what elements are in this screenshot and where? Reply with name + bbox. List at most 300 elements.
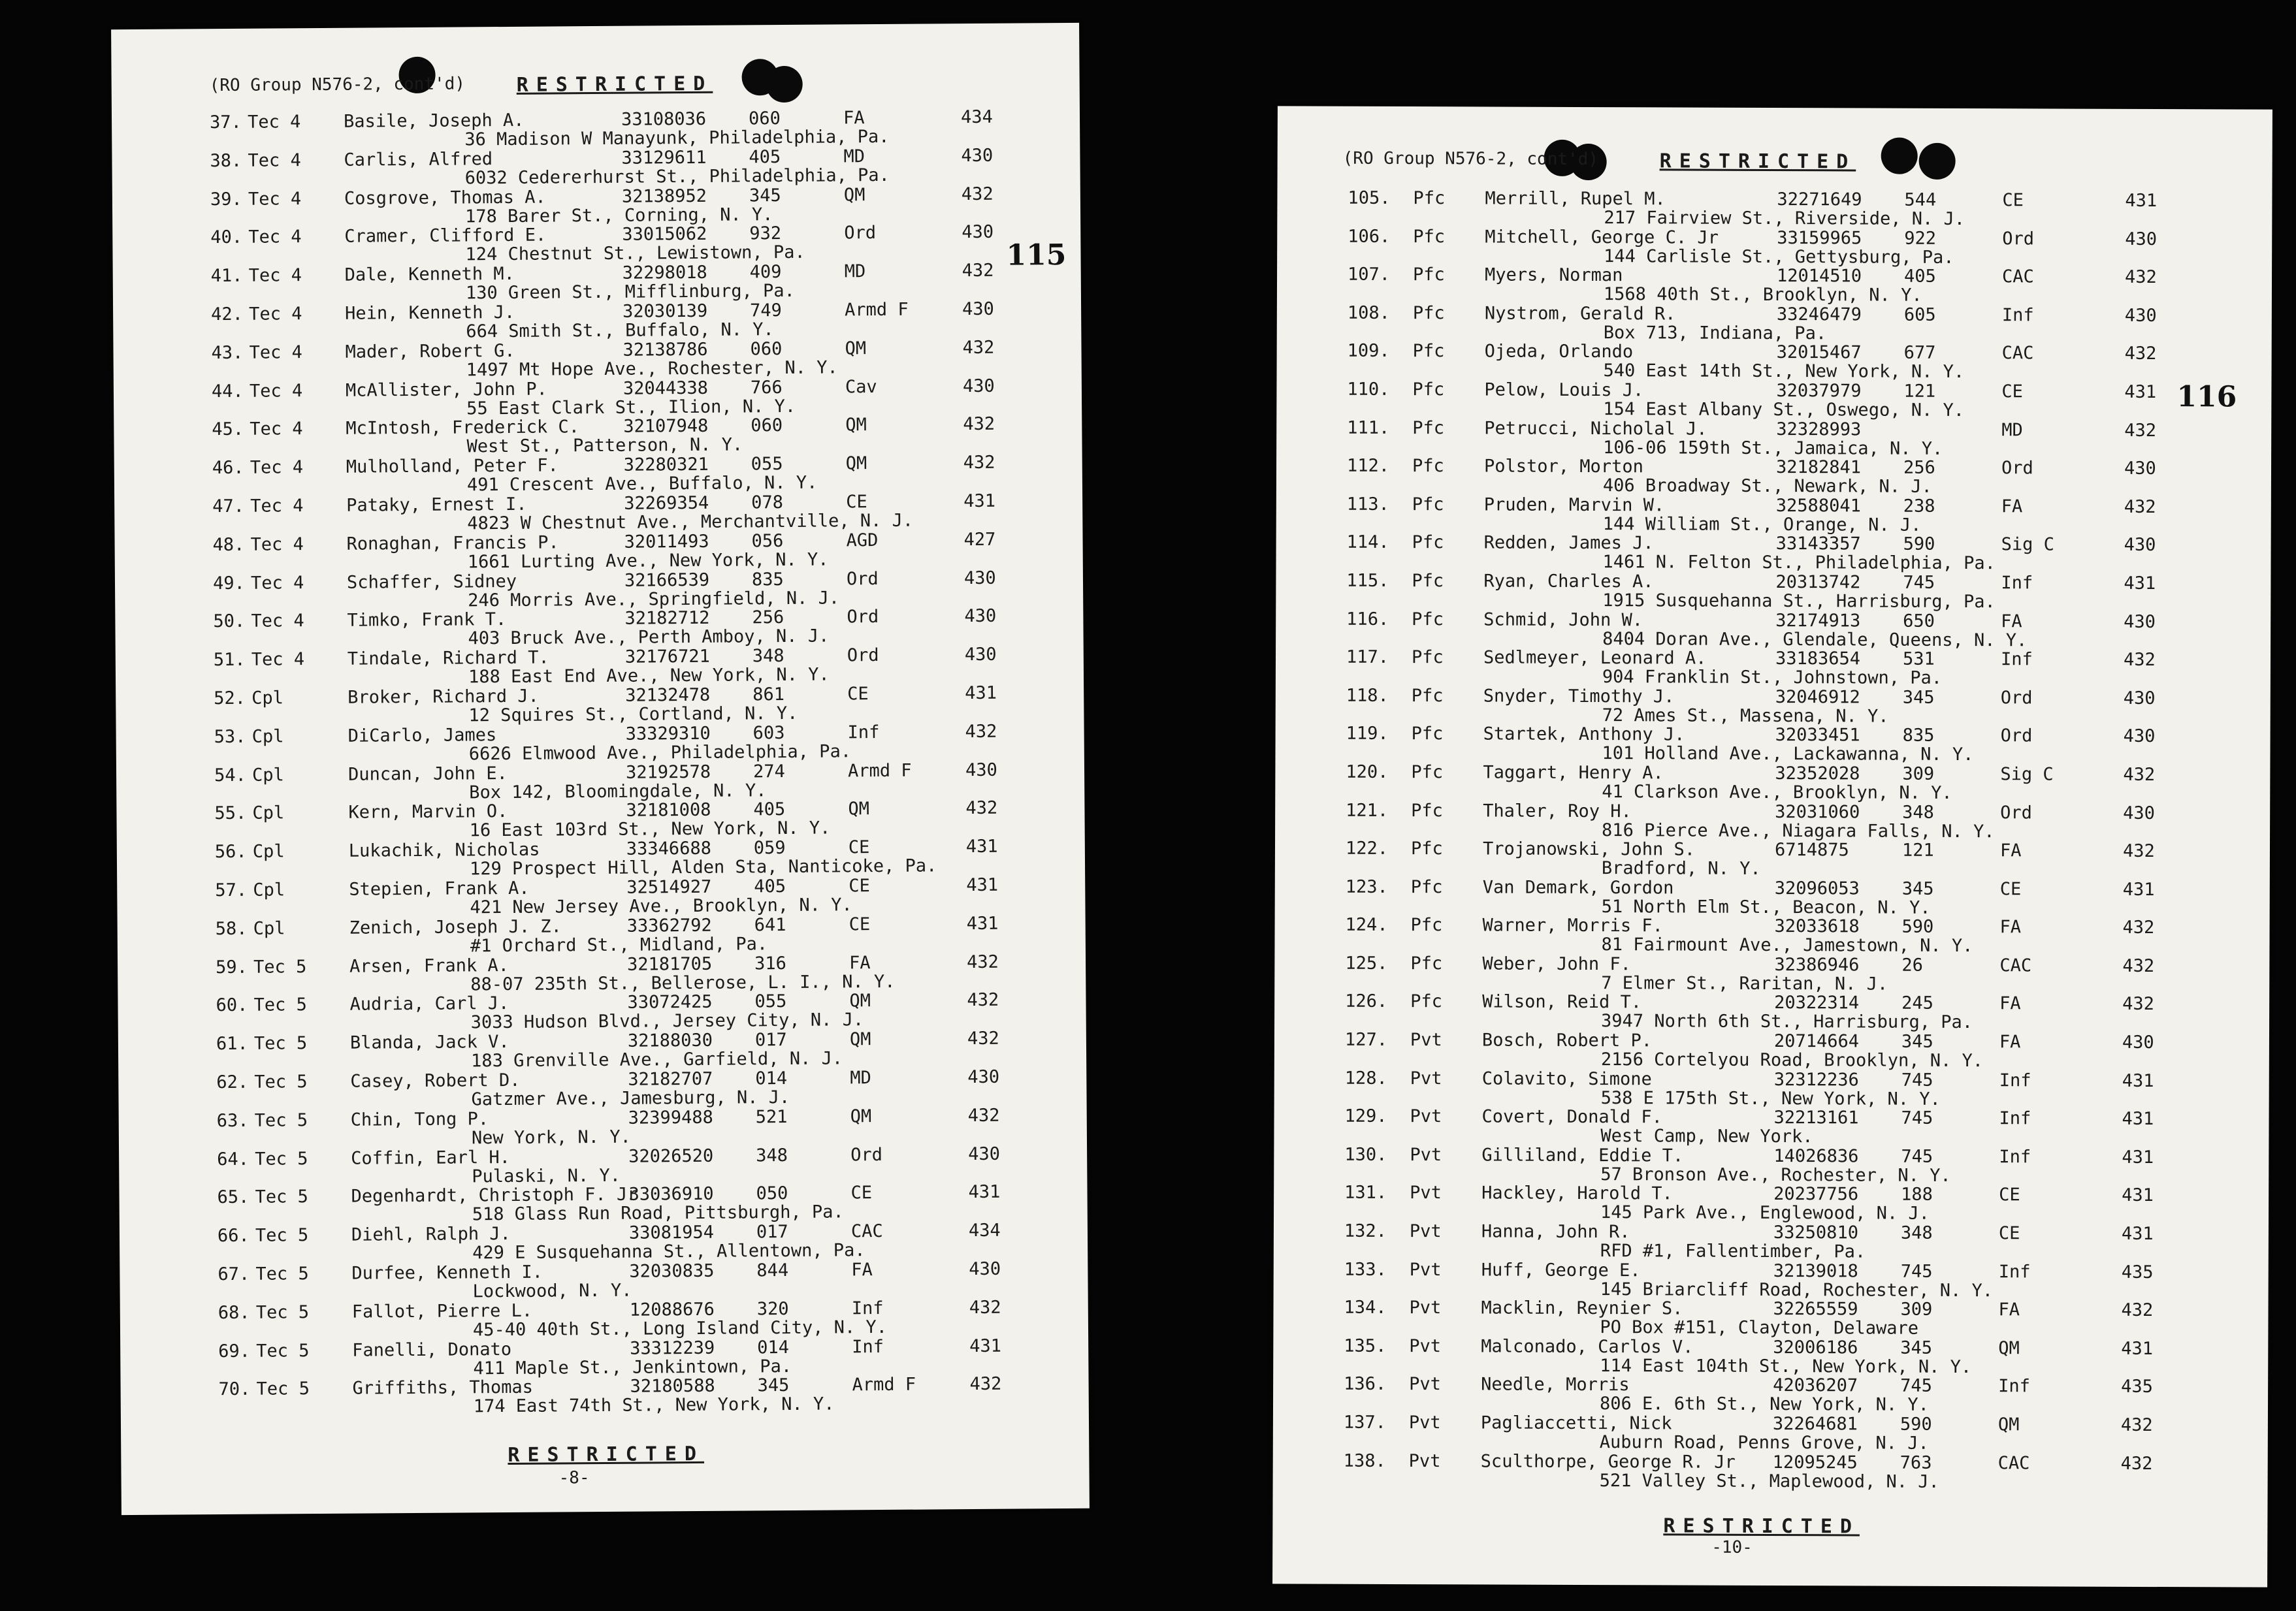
roster-name: Lukachik, Nicholas — [348, 839, 540, 861]
roster-arm: CE — [1998, 1223, 2020, 1244]
roster-name: Hein, Kenneth J. — [345, 302, 515, 324]
roster-arm: Ord — [2002, 228, 2035, 249]
roster-serial: 32182707 — [628, 1068, 713, 1090]
roster-name: Colavito, Simone — [1481, 1068, 1652, 1090]
roster-code: 345 — [749, 185, 781, 206]
roster-arm: AGD — [846, 530, 879, 551]
roster-grade: Pfc — [1412, 456, 1444, 477]
roster-name: Weber, John F. — [1482, 953, 1632, 975]
roster-unit: 431 — [2122, 1147, 2154, 1168]
roster-arm: CAC — [1999, 955, 2032, 976]
roster-grade: Tec 5 — [255, 1264, 309, 1284]
roster-num: 125. — [1345, 953, 1388, 974]
page-stamp-number: 115 — [1006, 238, 1067, 272]
roster-unit: 430 — [969, 1258, 1001, 1279]
roster-serial: 32280321 — [623, 455, 709, 475]
roster-name: Malconado, Carlos V. — [1481, 1336, 1694, 1358]
roster-num: 117. — [1346, 646, 1389, 668]
roster-unit: 432 — [963, 414, 995, 435]
roster-serial: 33081954 — [628, 1222, 715, 1243]
roster-address: 144 Carlisle St., Gettysburg, Pa. — [1604, 246, 1954, 268]
roster-row — [120, 1297, 1088, 1342]
roster-grade: Pvt — [1410, 1068, 1442, 1089]
roster-unit: 432 — [963, 452, 995, 473]
roster-list-right — [1273, 187, 2272, 1491]
roster-unit: 432 — [966, 951, 999, 972]
roster-name: Polstor, Morton — [1483, 456, 1643, 477]
roster-row — [112, 183, 1080, 228]
roster-code: 059 — [753, 838, 786, 859]
roster-unit: 431 — [2122, 1109, 2154, 1130]
roster-serial: 32030139 — [623, 300, 708, 322]
roster-code: 521 — [755, 1106, 788, 1128]
roster-row — [1273, 1335, 2268, 1377]
roster-unit: 432 — [969, 1374, 1002, 1395]
roster-num: 68. — [218, 1302, 250, 1323]
roster-address: 2156 Cortelyou Road, Brooklyn, N. Y. — [1600, 1049, 1984, 1072]
roster-row — [1276, 379, 2271, 421]
roster-code: 316 — [754, 953, 786, 974]
roster-name: Coffin, Earl H. — [351, 1147, 511, 1169]
roster-grade: Tec 4 — [247, 112, 301, 133]
roster-code: 017 — [754, 1030, 787, 1051]
roster-arm: FA — [1999, 993, 2021, 1014]
roster-address: New York, N. Y. — [471, 1126, 631, 1149]
roster-grade: Tec 4 — [250, 419, 303, 440]
roster-num: 119. — [1346, 724, 1389, 744]
roster-address: 114 East 104th St., New York, N. Y. — [1600, 1355, 1972, 1377]
roster-row — [112, 106, 1080, 152]
roster-arm: QM — [1997, 1414, 2020, 1435]
roster-arm: MD — [2001, 419, 2023, 440]
roster-page-left — [111, 23, 1090, 1515]
roster-serial: 42036207 — [1773, 1375, 1858, 1396]
roster-num: 124. — [1345, 914, 1388, 936]
roster-serial: 32015467 — [1776, 342, 1862, 363]
roster-serial: 32182712 — [624, 608, 710, 630]
roster-unit: 430 — [962, 298, 994, 320]
roster-code: 763 — [1900, 1452, 1932, 1473]
roster-name: Broker, Richard J. — [348, 686, 539, 708]
roster-code: 348 — [1902, 802, 1935, 823]
roster-unit: 430 — [961, 145, 994, 166]
roster-arm: Ord — [2000, 726, 2033, 746]
roster-serial: 32132478 — [625, 684, 711, 706]
roster-row — [121, 1373, 1089, 1418]
roster-name: Kern, Marvin O. — [348, 801, 508, 823]
roster-arm: FA — [1999, 917, 2022, 938]
roster-row — [116, 759, 1084, 804]
roster-address: 174 East 74th St., New York, N. Y. — [473, 1394, 835, 1417]
roster-grade: Tec 5 — [254, 1109, 308, 1131]
roster-grade: Pfc — [1410, 876, 1443, 897]
roster-grade: Tec 4 — [250, 572, 304, 594]
roster-unit: 432 — [2122, 994, 2154, 1015]
roster-address: 1915 Susquehanna St., Harrisburg, Pa. — [1602, 590, 1996, 613]
roster-unit: 430 — [967, 1066, 1000, 1088]
roster-row — [114, 452, 1082, 497]
roster-num: 38. — [210, 150, 242, 171]
roster-name: Nystrom, Gerald R. — [1484, 303, 1676, 325]
roster-address: 57 Bronson Ave., Rochester, N. Y. — [1600, 1164, 1951, 1186]
roster-arm: Ord — [846, 568, 879, 589]
roster-arm: Inf — [1999, 1070, 2031, 1091]
roster-code: 121 — [1901, 840, 1934, 861]
roster-row — [118, 1028, 1086, 1073]
roster-grade: Cpl — [251, 688, 284, 709]
roster-unit: 434 — [960, 106, 993, 128]
roster-row — [1275, 761, 2270, 803]
roster-serial: 33036910 — [628, 1184, 714, 1205]
roster-name: Cramer, Clifford E. — [344, 225, 547, 247]
restricted-marking-bottom: RESTRICTED — [1663, 1514, 1860, 1539]
roster-num: 122. — [1345, 838, 1389, 859]
roster-row — [1276, 456, 2271, 498]
roster-arm: FA — [843, 108, 865, 129]
roster-grade: Tec 4 — [250, 534, 304, 555]
roster-arm: Sig C — [2000, 764, 2054, 785]
roster-address: West St., Patterson, N. Y. — [466, 434, 743, 457]
roster-name: Durfee, Kenneth I. — [351, 1262, 543, 1284]
roster-code: 078 — [751, 492, 784, 513]
roster-serial: 32312236 — [1773, 1069, 1859, 1091]
roster-num: 66. — [217, 1225, 250, 1247]
roster-row — [114, 529, 1082, 574]
roster-name: Snyder, Timothy J. — [1483, 686, 1675, 707]
roster-grade: Tec 5 — [253, 995, 307, 1016]
roster-address: 429 E Susquehanna St., Allentown, Pa. — [472, 1240, 865, 1264]
roster-grade: Pvt — [1410, 1030, 1442, 1051]
roster-num: 67. — [218, 1264, 250, 1285]
roster-name: Merrill, Rupel M. — [1485, 188, 1666, 210]
roster-unit: 430 — [2123, 726, 2156, 747]
roster-serial: 32180588 — [630, 1376, 715, 1397]
roster-address: 411 Maple St., Jenkintown, Pa. — [473, 1356, 792, 1379]
roster-num: 121. — [1346, 800, 1389, 821]
roster-grade: Cpl — [253, 918, 285, 939]
roster-num: 111. — [1347, 417, 1390, 438]
roster-name: Stepien, Frank A. — [349, 878, 530, 900]
roster-code: 590 — [1900, 1414, 1932, 1435]
roster-address: 16 East 103rd St., New York, N. Y. — [469, 818, 831, 841]
roster-serial: 32213161 — [1773, 1108, 1859, 1128]
roster-unit: 430 — [962, 222, 994, 243]
roster-serial: 20714664 — [1773, 1031, 1860, 1052]
roster-row — [119, 1181, 1087, 1226]
roster-grade: Pfc — [1412, 302, 1445, 324]
roster-arm: Inf — [1998, 1261, 2031, 1283]
roster-grade: Cpl — [252, 841, 285, 862]
roster-code: 348 — [756, 1145, 788, 1166]
roster-serial: 32182841 — [1775, 457, 1862, 478]
roster-grade: Tec 5 — [255, 1148, 308, 1170]
roster-code: 055 — [751, 454, 783, 475]
roster-serial: 32107948 — [623, 416, 709, 438]
roster-name: Thaler, Roy H. — [1483, 800, 1632, 821]
roster-code: 345 — [1901, 878, 1934, 899]
roster-unit: 432 — [2122, 955, 2155, 976]
roster-grade: Tec 4 — [248, 150, 301, 171]
roster-unit: 431 — [2124, 381, 2157, 403]
roster-code: 766 — [750, 377, 783, 398]
roster-arm: Ord — [2001, 458, 2033, 479]
roster-arm: Inf — [1999, 1108, 2031, 1129]
roster-code: 835 — [751, 569, 784, 590]
roster-arm: Inf — [2000, 649, 2033, 670]
roster-serial: 32192578 — [625, 761, 711, 783]
roster-arm: Inf — [1998, 1376, 2030, 1397]
roster-code: 650 — [1903, 611, 1935, 631]
roster-grade: Pfc — [1411, 685, 1444, 706]
roster-grade: Pfc — [1411, 761, 1444, 783]
roster-name: Redden, James J. — [1483, 532, 1654, 554]
roster-arm: MD — [843, 146, 865, 167]
roster-num: 57. — [215, 880, 248, 901]
roster-address: 246 Morris Ave., Springfield, N. J. — [468, 588, 840, 611]
roster-row — [1274, 991, 2269, 1033]
roster-code: 050 — [756, 1183, 788, 1204]
roster-row — [116, 682, 1084, 727]
roster-serial: 33129611 — [621, 147, 707, 168]
roster-serial: 33159965 — [1777, 227, 1862, 249]
roster-name: Fanelli, Donato — [352, 1339, 512, 1361]
roster-num: 126. — [1345, 991, 1388, 1012]
roster-address: 217 Fairview St., Riverside, N. J. — [1604, 208, 1965, 230]
roster-num: 116. — [1346, 609, 1389, 630]
roster-grade: Pvt — [1409, 1259, 1442, 1280]
roster-serial: 33072425 — [627, 992, 713, 1013]
roster-num: 51. — [213, 649, 246, 671]
roster-num: 37. — [209, 112, 242, 133]
roster-arm: QM — [843, 184, 865, 205]
roster-grade: Tec 4 — [250, 457, 304, 478]
roster-row — [1273, 1412, 2268, 1454]
roster-grade: Pvt — [1409, 1298, 1442, 1318]
roster-num: 132. — [1344, 1220, 1387, 1241]
roster-code: 348 — [752, 646, 784, 667]
roster-code: 121 — [1903, 381, 1936, 402]
roster-page-right — [1272, 106, 2272, 1587]
roster-row — [114, 413, 1082, 458]
roster-num: 63. — [216, 1110, 249, 1131]
roster-unit: 432 — [961, 183, 994, 204]
roster-grade: Cpl — [251, 764, 284, 786]
roster-unit: 431 — [2121, 1223, 2154, 1245]
roster-unit: 432 — [2120, 1453, 2153, 1474]
roster-name: Huff, George E. — [1481, 1260, 1641, 1281]
roster-address: 6032 Cedererhurst St., Philadelphia, Pa. — [464, 165, 890, 189]
roster-code: 835 — [1902, 726, 1935, 746]
roster-arm: CE — [850, 1183, 873, 1204]
roster-serial: 33312239 — [630, 1337, 715, 1359]
roster-row — [120, 1258, 1088, 1303]
roster-num: 56. — [214, 841, 247, 863]
roster-serial: 32514927 — [626, 876, 712, 898]
roster-name: Wilson, Reid T. — [1482, 991, 1642, 1013]
roster-row — [1276, 685, 2271, 727]
roster-serial: 6714875 — [1774, 840, 1849, 861]
roster-arm: QM — [848, 799, 870, 820]
roster-grade: Tec 5 — [255, 1225, 309, 1246]
roster-list-left — [112, 106, 1089, 1418]
roster-serial: 32139018 — [1773, 1260, 1858, 1282]
roster-address: 183 Grenville Ave., Garfield, N. J. — [471, 1048, 843, 1072]
roster-name: Startek, Anthony J. — [1483, 724, 1685, 745]
roster-num: 133. — [1344, 1259, 1387, 1280]
roster-serial: 32298018 — [622, 263, 707, 283]
roster-code: 749 — [749, 300, 782, 321]
roster-row — [117, 874, 1085, 919]
roster-code: 060 — [750, 338, 783, 360]
roster-unit: 435 — [2121, 1262, 2154, 1283]
roster-name: Mader, Robert G. — [345, 340, 515, 362]
roster-address: 491 Crescent Ave., Buffalo, N. Y. — [466, 472, 818, 496]
roster-address: 664 Smith St., Buffalo, N. Y. — [466, 319, 774, 342]
roster-num: 134. — [1344, 1297, 1387, 1318]
roster-arm: CE — [1999, 878, 2022, 900]
roster-name: Tindale, Richard T. — [347, 647, 549, 669]
roster-unit: 432 — [967, 990, 999, 1011]
roster-unit: 432 — [2124, 343, 2157, 364]
roster-unit: 432 — [965, 798, 998, 819]
roster-serial: 32352028 — [1775, 763, 1860, 784]
roster-row — [1275, 800, 2270, 842]
roster-name: Dale, Kenneth M. — [344, 264, 515, 285]
roster-unit: 427 — [963, 529, 996, 550]
page-number: -10- — [1711, 1537, 1753, 1557]
roster-unit: 430 — [964, 606, 997, 627]
roster-code: 409 — [749, 262, 782, 283]
roster-num: 123. — [1345, 876, 1388, 897]
roster-unit: 430 — [2124, 305, 2157, 326]
roster-serial: 33143357 — [1775, 534, 1861, 554]
roster-code: 26 — [1901, 955, 1923, 976]
roster-arm: FA — [1999, 840, 2022, 861]
roster-code: 188 — [1901, 1185, 1933, 1205]
roster-code: 405 — [753, 799, 786, 820]
roster-name: Pelow, Louis J. — [1484, 379, 1644, 401]
roster-num: 39. — [210, 189, 242, 210]
roster-code: 060 — [748, 108, 781, 129]
roster-address: 154 East Albany St., Oswego, N. Y. — [1603, 399, 1965, 421]
restricted-marking-bottom: RESTRICTED — [508, 1442, 705, 1467]
roster-serial: 32026520 — [628, 1145, 714, 1167]
roster-code: 345 — [1902, 687, 1935, 708]
roster-grade: Tec 4 — [248, 227, 302, 248]
roster-row — [113, 337, 1081, 382]
roster-name: Myers, Norman — [1484, 264, 1623, 286]
roster-grade: Cpl — [251, 726, 284, 747]
roster-grade: Pfc — [1412, 494, 1444, 515]
roster-num: 109. — [1347, 341, 1390, 362]
roster-grade: Pvt — [1409, 1221, 1442, 1242]
roster-name: Blanda, Jack V. — [349, 1032, 509, 1053]
roster-address: 145 Park Ave., Englewood, N. J. — [1600, 1202, 1930, 1224]
roster-num: 69. — [218, 1341, 251, 1362]
roster-name: McAllister, John P. — [345, 379, 547, 401]
roster-row — [112, 221, 1080, 266]
roster-row — [1274, 1106, 2269, 1148]
roster-name: Chin, Tong P. — [350, 1108, 489, 1130]
roster-serial: 32033451 — [1775, 725, 1860, 746]
roster-serial: 33108036 — [621, 108, 707, 130]
roster-unit: 431 — [2122, 1185, 2154, 1206]
roster-num: 136. — [1344, 1374, 1387, 1395]
roster-address: 145 Briarcliff Road, Rochester, N. Y. — [1600, 1279, 1994, 1301]
roster-name: Cosgrove, Thomas A. — [344, 187, 546, 209]
roster-arm: FA — [851, 1260, 873, 1281]
roster-grade: Pvt — [1410, 1106, 1442, 1127]
roster-address: 188 East End Ave., New York, N. Y. — [468, 664, 830, 688]
roster-address: 3947 North 6th St., Harrisburg, Pa. — [1601, 1011, 1973, 1033]
roster-code: 014 — [755, 1068, 788, 1089]
roster-name: Sculthorpe, George R. Jr — [1480, 1451, 1736, 1473]
roster-num: 60. — [216, 995, 248, 1016]
roster-unit: 431 — [963, 490, 996, 512]
roster-name: Zenich, Joseph J. Z. — [349, 916, 562, 938]
roster-unit: 434 — [968, 1220, 1001, 1241]
roster-name: Schaffer, Sidney — [346, 571, 517, 593]
roster-unit: 432 — [2122, 840, 2155, 862]
roster-num: 70. — [218, 1379, 251, 1400]
roster-grade: Pfc — [1412, 571, 1444, 592]
roster-unit: 431 — [969, 1335, 1002, 1356]
roster-serial: 32006186 — [1773, 1337, 1858, 1358]
roster-row — [1275, 876, 2270, 918]
roster-address: 6626 Elmwood Ave., Philadelphia, Pa. — [468, 741, 852, 765]
roster-arm: QM — [845, 453, 867, 474]
roster-arm: Inf — [2001, 573, 2033, 594]
roster-grade: Pfc — [1410, 953, 1443, 974]
roster-name: Mulholland, Peter F. — [346, 455, 558, 477]
roster-code: 320 — [756, 1298, 789, 1320]
roster-unit: 432 — [2121, 1300, 2154, 1321]
roster-grade: Tec 4 — [248, 265, 302, 286]
roster-serial: 32138952 — [621, 185, 707, 207]
roster-row — [1276, 609, 2271, 650]
roster-row — [1276, 417, 2271, 459]
restricted-marking-top: RESTRICTED — [516, 72, 713, 97]
roster-arm: QM — [845, 338, 867, 359]
roster-arm: CE — [849, 876, 870, 897]
roster-address: 4823 W Chestnut Ave., Merchantville, N. J. — [467, 510, 914, 534]
roster-num: 54. — [214, 765, 246, 786]
roster-unit: 431 — [2124, 573, 2156, 594]
roster-name: Basile, Joseph A. — [343, 110, 525, 132]
roster-address: 540 East 14th St., New York, N. Y. — [1603, 360, 1965, 383]
page-header: (RO Group N576-2, cont'd) — [1342, 148, 1599, 170]
roster-unit: 431 — [2125, 190, 2158, 212]
roster-grade: Pvt — [1410, 1183, 1442, 1204]
roster-code: 055 — [754, 991, 787, 1012]
roster-code: 256 — [1903, 457, 1935, 479]
roster-code: 274 — [752, 761, 785, 782]
roster-serial: 20313742 — [1775, 571, 1861, 593]
roster-name: Arsen, Frank A. — [349, 955, 509, 977]
roster-name: Van Demark, Gordon — [1482, 877, 1674, 899]
roster-arm: Ord — [850, 1144, 883, 1165]
roster-arm: Inf — [2001, 305, 2034, 326]
roster-row — [1276, 646, 2271, 688]
roster-code: 590 — [1901, 916, 1934, 938]
roster-code: 060 — [751, 415, 783, 436]
roster-num: 106. — [1348, 226, 1391, 247]
roster-row — [1274, 1220, 2269, 1262]
roster-code: 245 — [1901, 993, 1933, 1014]
roster-serial: 33362792 — [626, 915, 712, 936]
roster-arm: CE — [1999, 1185, 2020, 1205]
roster-row — [120, 1335, 1088, 1380]
